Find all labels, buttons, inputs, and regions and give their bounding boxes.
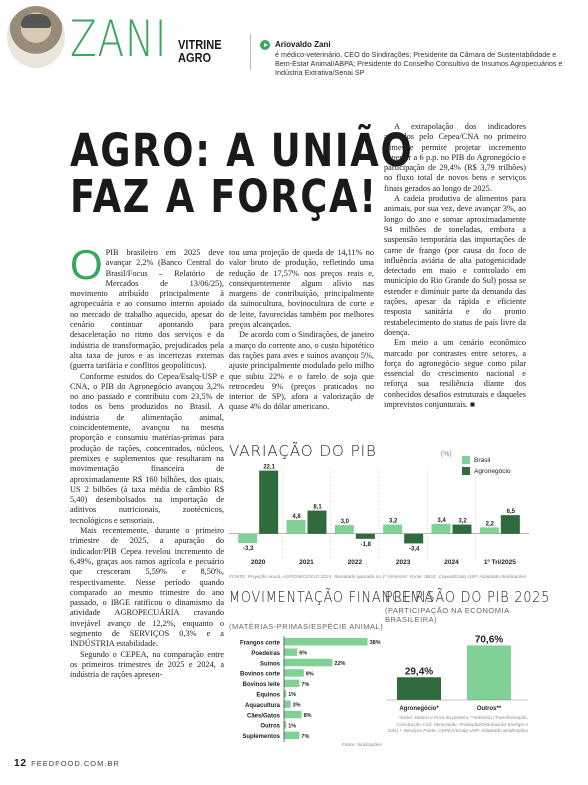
article-paragraph: Mais recentemente, durante o primeiro trimestre de 2025, a apuração do indicador/PIB Cepea revelou incremento de 6,49%, graças aos ramos agrícola e pecuário que cresceram 5,59% e 8,50%, respectivamente. Nesse período quando comparado ao mesmo trimestre do ano passado, o IBGE ratificou o dinamismo da atividade AGROPECUÁRIA cravando invejável avanço de 12,2%, enquanto o segmento de SERVIÇOS 0,3% e a INDÚSTRIA estabilidade. (70, 526, 224, 649)
bar-agronegócio (308, 511, 327, 534)
header-divider (250, 34, 251, 70)
financial-movement-chart (229, 636, 379, 742)
bar-agronegócio (501, 515, 520, 534)
article-paragraph: tou uma projeção de queda de 14,11% no valor bruto de produção, refletindo uma redução de 17,57% nos preços reais e, consequentemente algum alívio nas margens de contribuição, principalmente da suinocultura, bovinocultura de corte e de leite, favorecidas também por melhores preços alcançados. (229, 248, 374, 330)
bar (284, 669, 304, 677)
data-label: 3,0 (340, 519, 350, 526)
y-tick-label: Bovinos leite (242, 682, 280, 689)
gdp-forecast-heading (385, 588, 579, 606)
data-label: 22,1 (263, 464, 276, 471)
y-tick-label: Poedeiras (251, 650, 280, 657)
article-paragraph (70, 241, 224, 372)
headline-line-1: AGRO: A UNIÃO (70, 124, 414, 177)
data-label: 3% (292, 702, 301, 709)
columnist-name: ZANI (70, 10, 168, 68)
y-tick-label: Suplementos (242, 734, 280, 741)
data-label: 2,2 (485, 521, 495, 528)
data-label: 6% (299, 650, 308, 657)
bar-brasil (335, 525, 354, 534)
column-section (178, 38, 222, 64)
article-paragraph: A cadeia produtiva de alimentos para animais, por sua vez, deve avançar 3%, ao longo do ano e somar aproximadamente 94 milhões de toneladas, embora a suspensão temporária das importações de carne de frango (por causa do foco de influência aviária de alta patogenicidade detectado em maio e controlado em município do Rio Grande do Sul) possa se estender e diminuir parte da demanda das rações, apesar da rápida e eficiente resposta sanitária e do pronto restabelecimento do status de país livre da doença. (384, 194, 526, 337)
article-column-3 (384, 122, 526, 410)
chart-title: PREVISÃO DO PIB 2025 (385, 588, 551, 606)
section-line-1: VITRINE (178, 37, 222, 52)
y-tick-label: Cães/Gatos (246, 713, 280, 720)
data-label: -3,4 (408, 546, 420, 553)
bar (284, 711, 302, 719)
bar-brasil (432, 524, 451, 534)
bar (467, 645, 511, 700)
y-tick-label: Suínos (259, 661, 280, 668)
chart-title: MOVIMENTAÇÃO FINANCEIRA (229, 588, 434, 606)
data-label: 1% (288, 692, 297, 699)
y-tick-label: Outros (260, 723, 280, 730)
data-label: 22% (334, 661, 346, 667)
y-tick-label: Equinos (256, 692, 280, 699)
play-icon (260, 40, 270, 50)
data-label: 1% (288, 723, 297, 730)
y-tick-label: Frangos corte (239, 640, 280, 647)
section-line-2: AGRO (178, 50, 212, 65)
x-tick-label: 2022 (347, 559, 363, 566)
gdp-variation-chart (229, 460, 529, 572)
x-tick-label: 2020 (250, 559, 266, 566)
author-photo (7, 6, 65, 68)
article-paragraph: De acordo com o Sindirações, de janeiro a março do corrente ano, o custo hipotético das rações para aves e suínos avançou 5%, ajuste principalmente modulado pelo milho que subiu 22% e o farelo de soja que retrocedeu 9% (preços praticados no interior de SP), afora a valorização de quase 4% do dólar americano. (229, 330, 374, 412)
bar-agronegócio (356, 534, 375, 539)
x-tick-label: 1º Tri/2025 (483, 559, 516, 566)
bar (284, 638, 368, 646)
chart-note: Fonte: Sindirações (342, 743, 382, 748)
x-tick-label: Agronegócio* (399, 706, 439, 712)
article-paragraph (384, 338, 526, 410)
chart-subtitle: (PARTICIPAÇÃO NA ECONOMIA BRASILEIRA) (385, 606, 510, 624)
data-label: 3,2 (388, 518, 398, 525)
data-label: 8% (303, 713, 312, 719)
page-number: 12 (14, 758, 28, 769)
x-tick-label: 2023 (395, 559, 411, 566)
page-footer (14, 758, 120, 769)
bar (284, 648, 297, 656)
end-mark: ■ (469, 400, 475, 410)
legend-label: Brasil (474, 457, 491, 464)
chart-title: VARIAÇÃO DO PIB (229, 442, 377, 460)
x-tick-label: Outros** (476, 706, 502, 712)
site-name: FEEDFOOD.COM.BR (31, 759, 120, 768)
data-label: 38% (369, 640, 381, 647)
chart-note: FONTE: Projeção anual, AGRONEGÓCIO 2024. Resultado apurado no 1º trimestre: Fonte: IBGE, Cepea/Esalq-USP. Adaptado Sindirações (229, 575, 527, 580)
data-label: 3,4 (437, 518, 446, 524)
legend-label: Agronegócio (474, 468, 511, 475)
bar (284, 680, 299, 688)
author-name: Ariovaldo Zani (275, 40, 331, 49)
bar-agronegócio (453, 525, 472, 534)
bar (284, 732, 299, 740)
chart-note: *Inclui: Dentro e Fora da porteira **Indústria (Transformação, Construção Civil, Mineração, Produção/Distribuição Energia e Gás) + Serviços Fonte: CEPEA/Esalq-USP. Adaptado Sindirações (387, 716, 528, 734)
article-paragraph: Segundo o CEPEA, na comparação entre os primeiros trimestres de 2025 e 2024, a indústria de rações apresen- (70, 649, 224, 680)
bar-brasil (383, 525, 402, 534)
x-tick-label: 2021 (299, 559, 314, 566)
bar-agronegócio (404, 534, 423, 544)
bar (397, 677, 441, 700)
bar (284, 700, 291, 708)
bar (284, 659, 332, 667)
data-label: 7% (301, 733, 310, 740)
data-label: 29,4% (404, 666, 434, 678)
data-label: 8,1 (313, 504, 322, 511)
bar-brasil (480, 527, 499, 533)
paragraph-text: PIB brasileiro em 2025 deve avançar 2,2% (Banco Central do Brasil/Focus – Relatório de Mercados de 13/06/25), movimento atribuído principalmente à agropecuária e ao consumo interno apoiado no mercado de trabalho aquecido, apesar do cenário continuar apontando para desaceleração no ritmo dos serviços e da indústria de transformação, prejudicados pela alta taxa de juros e as incertezas externas (guerra tarifária e conflitos geopolíticos). (70, 248, 224, 371)
chart-subtitle: (MATÉRIAS-PRIMAS/ESPÉCIE ANIMAL) (229, 622, 384, 631)
gdp-forecast-chart (385, 628, 530, 714)
data-label: 7% (301, 681, 310, 688)
y-tick-label: Aquacultura (244, 702, 280, 709)
x-tick-label: 2024 (444, 559, 459, 566)
y-tick-label: Bovinos corte (239, 671, 280, 678)
headline-line-2: FAZ A FORÇA! (70, 170, 378, 223)
article-paragraph: Conforme estudos do Cepea/Esalq-USP e CNA, o PIB do Agronegócio avançou 3,2% no ano passado e contribuiu com 23,5% de todos os bens produzidos no Brasil. A indústria de alimentação animal, coincidentemente, avançou na mesma proporção e consumiu matérias-primas para produção de rações, concentrados, núcleos, premixes e suplementos que resultaram na movimentação financeira de aproximadamente R$ 160 bilhões, dos quais, US 2 bilhões (à taxa média de câmbio R$ 5,40) desembolsados na importação de aditivos nutricionais, zootécnicos, tecnológicos e sensoriais. (70, 371, 224, 525)
article-column-2 (229, 248, 374, 413)
bar-brasil (238, 534, 257, 543)
data-label: 9% (305, 671, 314, 678)
data-label: 70,6% (474, 634, 504, 646)
paragraph-text: Em meio a um cenário econômico marcado por contrastes entre setores, a força do agronegócio segue como pilar essencial do crescimento nacional e reforça sua resiliência diante dos conhecidos desafios estruturais e daqueles imprevistos conjunturais. (384, 338, 526, 410)
data-label: 4,8 (292, 514, 301, 520)
bar-agronegócio (259, 471, 278, 534)
data-label: -1,8 (360, 541, 372, 548)
article-column-1 (70, 241, 224, 680)
author-bio: é médico-veterinário, CEO do Sindirações; Presidente da Câmara de Sustentabilidade e Bem-Estar Animal/ABPA; Presidente do Conselho Consultivo de Insumos Agropecuários e Indústria Extrativa/Senai SP (275, 50, 563, 77)
bar-brasil (287, 520, 306, 534)
drop-cap: O (70, 241, 103, 288)
article-paragraph: A extrapolação dos indicadores apurados pelo Cepea/CNA no primeiro trimestre permite projetar incremento superior a 6 p.p. no PIB do Agronegócio e participação de 29,4% (R$ 3,79 trilhões) no fluxo total de novos bens e serviços finais gerados ao longo de 2025. (384, 122, 526, 193)
data-label: 6,5 (506, 509, 516, 516)
data-label: -3,3 (242, 546, 254, 553)
chart-unit: (%) (440, 451, 452, 458)
data-label: 3,2 (458, 518, 467, 525)
